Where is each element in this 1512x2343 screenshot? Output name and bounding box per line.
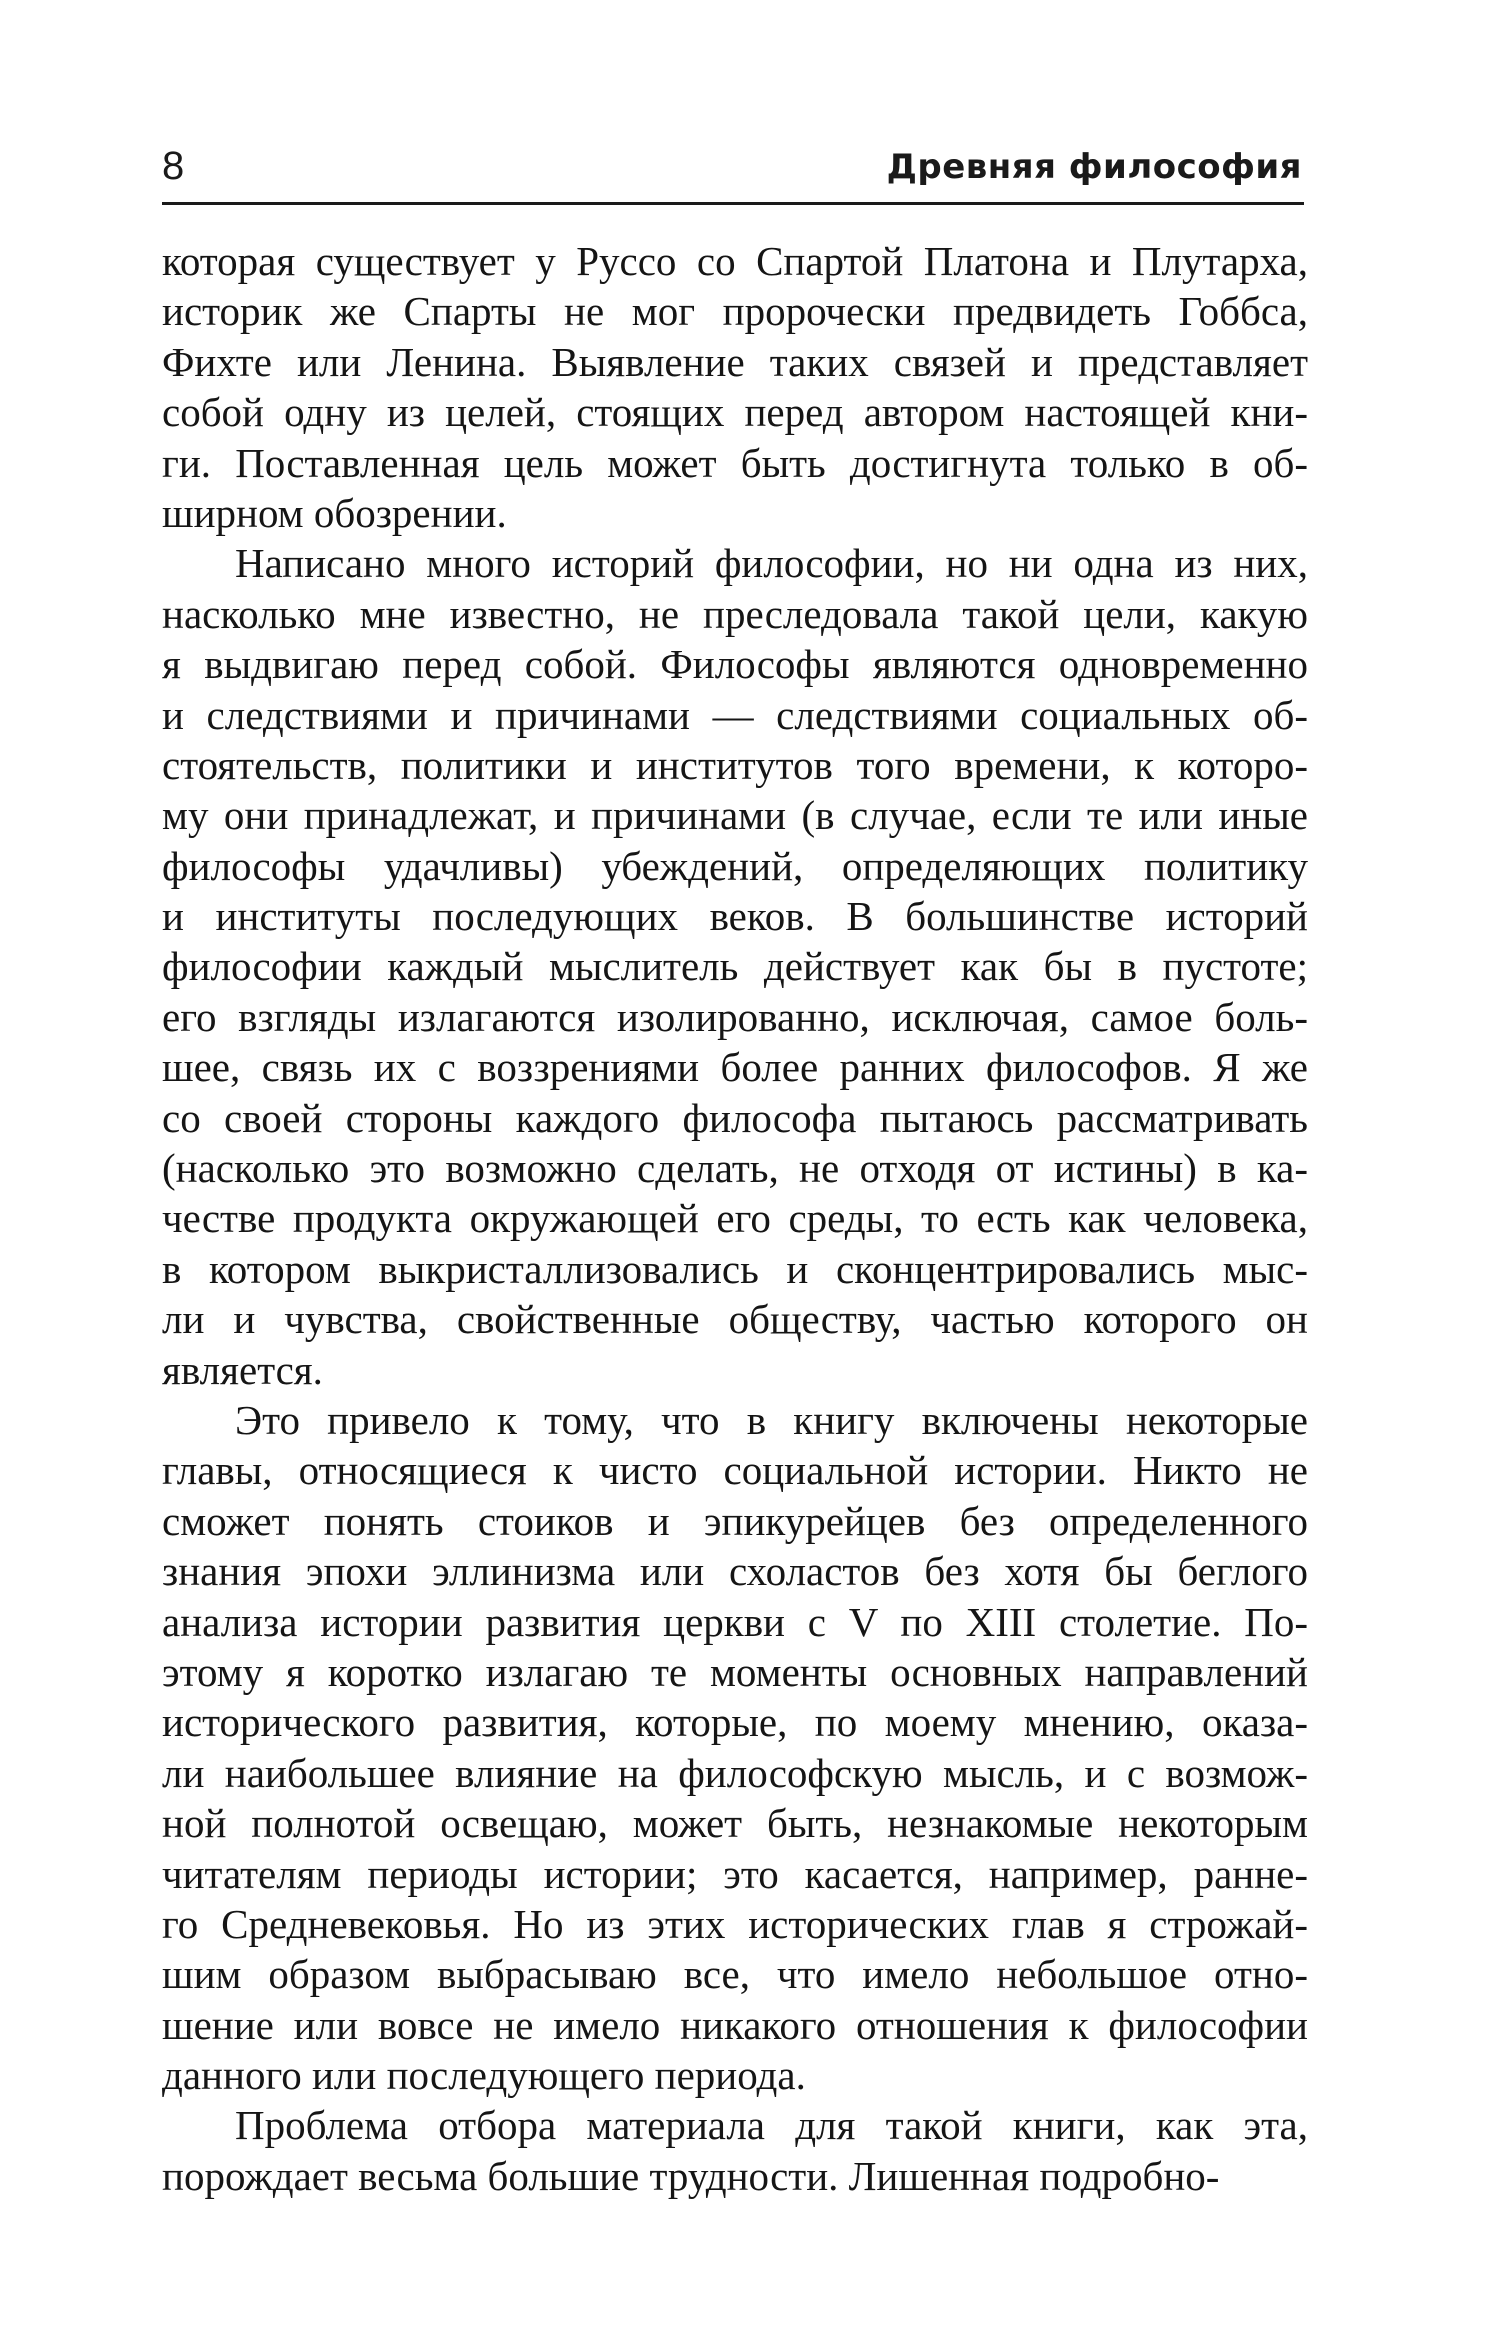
text-line: данного или последующего периода. xyxy=(162,2052,806,2099)
text-line: ли и чувства, свойственные обществу, частью которого он xyxy=(162,1296,1308,1343)
text-line: (насколько это возможно сделать, не отходя от истины) в ка- xyxy=(162,1145,1308,1192)
text-line: стоятельств, политики и институтов того времени, к которо- xyxy=(162,741,1308,788)
text-line: Фихте или Ленина. Выявление таких связей и представляет xyxy=(162,338,1308,385)
text-line: Проблема отбора материала для такой книги, как эта, xyxy=(235,2102,1308,2149)
text-line: философии каждый мыслитель действует как бы в пустоте; xyxy=(162,943,1308,990)
text-line: знания эпохи эллинизма или схоластов без хотя бы беглого xyxy=(162,1548,1308,1595)
paragraph xyxy=(162,236,1308,538)
text-line: я выдвигаю перед собой. Философы являются одновременно xyxy=(162,641,1308,688)
running-header xyxy=(162,142,1304,205)
text-line: ги. Поставленная цель может быть достигнута только в об- xyxy=(162,439,1308,486)
paragraph xyxy=(162,538,1308,1395)
text-line: и следствиями и причинами — следствиями социальных об- xyxy=(162,691,1308,738)
text-line: му они принадлежат, и причинами (в случае, если те или иные xyxy=(162,792,1308,839)
text-line: насколько мне известно, не преследовала такой цели, какую xyxy=(162,590,1308,637)
text-line: которая существует у Руссо со Спартой Платона и Плутарха, xyxy=(162,238,1308,284)
text-line: шим образом выбрасываю все, что имело небольшое отно- xyxy=(162,1951,1308,1998)
text-line: в котором выкристаллизовались и сконцентрировались мыс- xyxy=(162,1245,1308,1292)
text-line: порождает весьма большие трудности. Лишенная подробно- xyxy=(162,2152,1220,2199)
page-number: 8 xyxy=(162,144,185,188)
text-line: читателям периоды истории; это касается, например, ранне- xyxy=(162,1850,1308,1897)
text-line: этому я коротко излагаю те моменты основных направлений xyxy=(162,1648,1308,1695)
text-line: является. xyxy=(162,1346,323,1393)
text-line: шение или вовсе не имело никакого отношения к философии xyxy=(162,2001,1308,2048)
text-line: со своей стороны каждого философа пытаюсь рассматривать xyxy=(162,1094,1308,1141)
text-line: шее, связь их с воззрениями более ранних философов. Я же xyxy=(162,1044,1308,1091)
text-line: ли наибольшее влияние на философскую мысль, и с возмож- xyxy=(162,1749,1308,1796)
text-line: и институты последующих веков. В большинстве историй xyxy=(162,893,1308,940)
text-line: ширном обозрении. xyxy=(162,489,507,536)
text-line: анализа истории развития церкви с V по XIII столетие. По- xyxy=(162,1598,1308,1645)
text-line: исторического развития, которые, по моему мнению, оказа- xyxy=(162,1699,1308,1746)
text-line: Написано много историй философии, но ни одна из них, xyxy=(235,540,1308,587)
text-line: главы, относящиеся к чисто социальной истории. Никто не xyxy=(162,1447,1308,1494)
text-line: его взгляды излагаются изолированно, исключая, самое боль- xyxy=(162,993,1308,1040)
text-line: ной полнотой освещаю, может быть, незнакомые некоторым xyxy=(162,1800,1308,1847)
text-line: сможет понять стоиков и эпикурейцев без определенного xyxy=(162,1497,1308,1544)
running-title: Древняя философия xyxy=(886,147,1302,187)
body-text xyxy=(162,236,1308,2201)
text-line: философы удачливы) убеждений, определяющих политику xyxy=(162,842,1308,889)
paragraph xyxy=(162,2100,1308,2201)
text-line: собой одну из целей, стоящих перед автором настоящей кни- xyxy=(162,389,1308,436)
text-line: честве продукта окружающей его среды, то есть как человека, xyxy=(162,1195,1308,1242)
text-line: историк же Спарты не мог пророчески предвидеть Гоббса, xyxy=(162,288,1308,335)
text-line: Это привело к тому, что в книгу включены некоторые xyxy=(235,1396,1308,1443)
text-line: го Средневековья. Но из этих исторических глав я строжай- xyxy=(162,1900,1308,1947)
paragraph xyxy=(162,1395,1308,2100)
